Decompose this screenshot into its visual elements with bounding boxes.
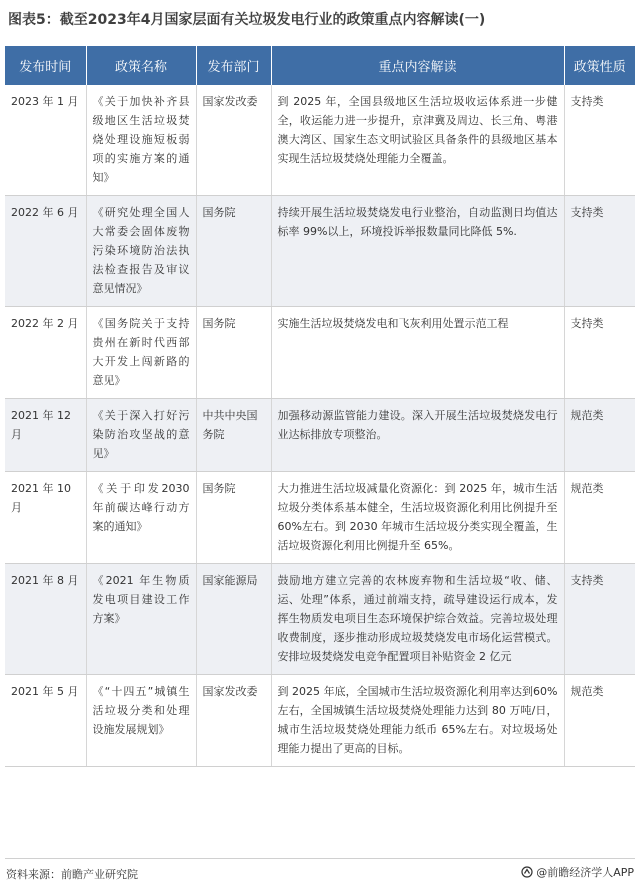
- cell-policy-name: 《关于深入打好污染防治攻坚战的意见》: [86, 399, 196, 472]
- table-row: [5, 675, 635, 767]
- cell-department: 中共中央国务院: [196, 399, 271, 472]
- cell-key-content: 加强移动源监管能力建设。深入开展生活垃圾焚烧发电行业达标排放专项整治。: [271, 399, 564, 472]
- cell-key-content: 大力推进生活垃圾减量化资源化：到 2025 年，城市生活垃圾分类体系基本健全，生活垃圾资源化利用比例提升至 60%左右。到 2030 年城市生活垃圾分类实现全覆盖，生活垃圾资源化利用比例提升至 65%。: [271, 472, 564, 564]
- header-date: 发布时间: [5, 46, 86, 85]
- table-row: [5, 85, 635, 196]
- cell-department: 国务院: [196, 196, 271, 307]
- source-note: 资料来源：前瞻产业研究院: [6, 868, 138, 881]
- brand-attribution: [521, 864, 634, 880]
- cell-policy-name: 《2021 年生物质发电项目建设工作方案》: [86, 564, 196, 675]
- cell-date: 2021 年 12 月: [5, 399, 86, 472]
- cell-department: 国家发改委: [196, 85, 271, 196]
- cell-nature: 支持类: [564, 307, 635, 399]
- cell-date: 2022 年 2 月: [5, 307, 86, 399]
- cell-policy-name: 《研究处理全国人大常委会固体废物污染环境防治法执法检查报告及审议意见情况》: [86, 196, 196, 307]
- cell-key-content: 实施生活垃圾焚烧发电和飞灰利用处置示范工程: [271, 307, 564, 399]
- table-row: [5, 399, 635, 472]
- header-nature: 政策性质: [564, 46, 635, 85]
- table-row: [5, 196, 635, 307]
- header-policy-name: 政策名称: [86, 46, 196, 85]
- cell-nature: 支持类: [564, 564, 635, 675]
- cell-department: 国家发改委: [196, 675, 271, 767]
- header-key-content: 重点内容解读: [271, 46, 564, 85]
- policy-table: [5, 46, 635, 767]
- cell-nature: 支持类: [564, 85, 635, 196]
- cell-nature: 支持类: [564, 196, 635, 307]
- cell-policy-name: 《“十四五”城镇生活垃圾分类和处理设施发展规划》: [86, 675, 196, 767]
- brand-text: @前瞻经济学人APP: [536, 866, 634, 879]
- table-header-row: [5, 46, 635, 85]
- cell-department: 国务院: [196, 307, 271, 399]
- header-department: 发布部门: [196, 46, 271, 85]
- cell-date: 2021 年 5 月: [5, 675, 86, 767]
- cell-department: 国务院: [196, 472, 271, 564]
- table-row: [5, 307, 635, 399]
- cell-key-content: 到 2025 年底，全国城市生活垃圾资源化利用率达到60%左右，全国城镇生活垃圾焚烧处理能力达到 80 万吨/日，城市生活垃圾焚烧处理能力纸币 65%左右。对垃圾场处理能力提出了更高的目标。: [271, 675, 564, 767]
- cell-policy-name: 《国务院关于支持贵州在新时代西部大开发上闯新路的意见》: [86, 307, 196, 399]
- page-title: 图表5：截至2023年4月国家层面有关垃圾发电行业的政策重点内容解读(一): [8, 12, 486, 28]
- table-row: [5, 472, 635, 564]
- cell-nature: 规范类: [564, 472, 635, 564]
- cell-department: 国家能源局: [196, 564, 271, 675]
- cell-date: 2023 年 1 月: [5, 85, 86, 196]
- cell-date: 2021 年 10 月: [5, 472, 86, 564]
- table-row: [5, 564, 635, 675]
- cell-date: 2021 年 8 月: [5, 564, 86, 675]
- cell-nature: 规范类: [564, 399, 635, 472]
- cell-nature: 规范类: [564, 675, 635, 767]
- cell-key-content: 持续开展生活垃圾焚烧发电行业整治，自动监测日均值达标率 99%以上，环境投诉举报数量同比降低 5%.: [271, 196, 564, 307]
- cell-date: 2022 年 6 月: [5, 196, 86, 307]
- cell-policy-name: 《关于加快补齐县级地区生活垃圾焚烧处理设施短板弱项的实施方案的通知》: [86, 85, 196, 196]
- qianzhan-logo-icon: [521, 866, 533, 878]
- cell-policy-name: 《关于印发2030 年前碳达峰行动方案的通知》: [86, 472, 196, 564]
- cell-key-content: 到 2025 年，全国县级地区生活垃圾收运体系进一步健全，收运能力进一步提升，京津冀及周边、长三角、粤港澳大湾区、国家生态文明试验区具备条件的县级地区基本实现生活垃圾焚烧处理能力全覆盖。: [271, 85, 564, 196]
- footer-divider: [5, 858, 635, 859]
- cell-key-content: 鼓励地方建立完善的农林废弃物和生活垃圾“收、储、运、处理”体系，通过前端支持，疏导建设运行成本，发挥生物质发电项目生态环境保护综合效益。完善垃圾处理收费制度，逐步推动形成垃圾焚烧发电市场化运营模式。安排垃圾焚烧发电竞争配置项目补贴资金 2 亿元: [271, 564, 564, 675]
